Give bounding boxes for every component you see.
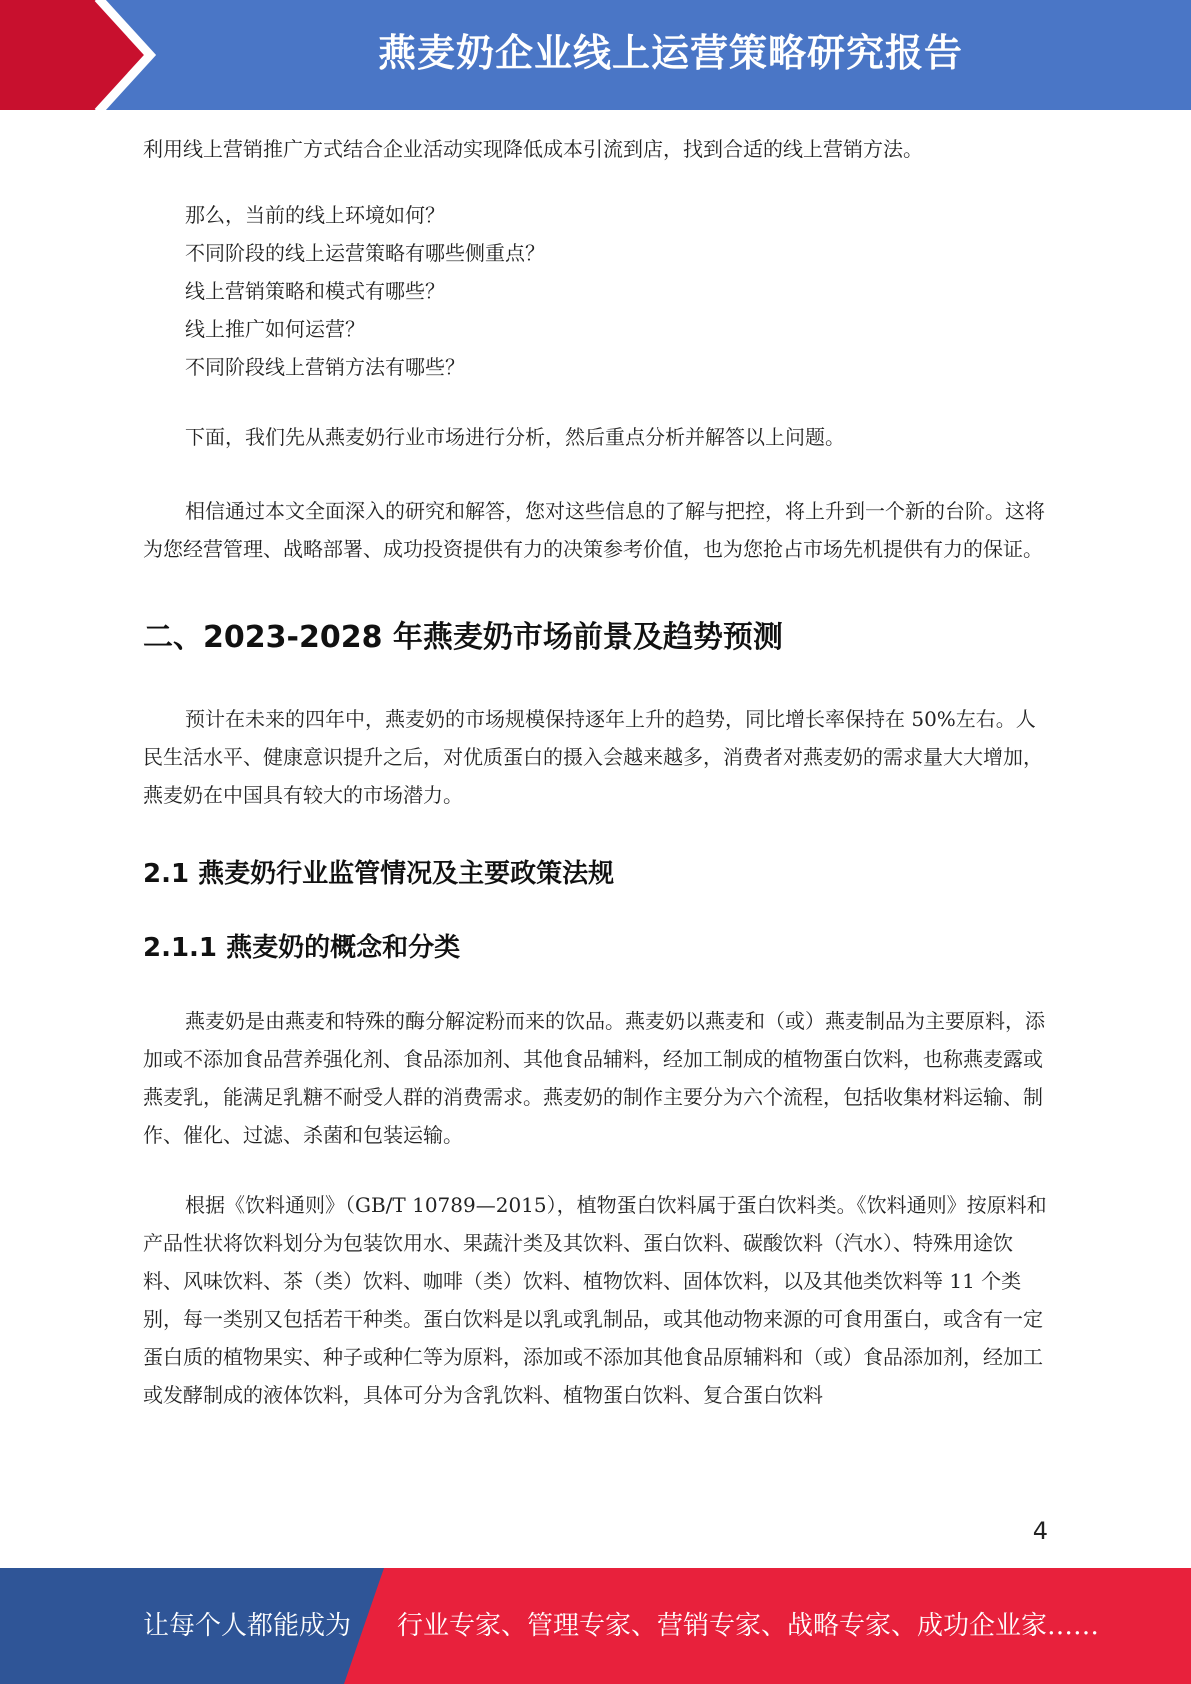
intro-belief: 相信通过本文全面深入的研究和解答，您对这些信息的了解与把控，将上升到一个新的台阶。这将为您经营管理、战略部署、成功投资提供有力的决策参考价值，也为您抢占市场先机提供有力的保证。 — [143, 499, 1045, 561]
subsubsection-heading: 2.1.1 燕麦奶的概念和分类 — [143, 933, 461, 963]
concept-paragraph: 燕麦奶是由燕麦和特殊的酶分解淀粉而来的饮品。燕麦奶以燕麦和（或）燕麦制品为主要原料，添加或不添加食品营养强化剂、食品添加剂、其他食品辅料，经加工制成的植物蛋白饮料，也称燕麦露或燕麦乳，能满足乳糖不耐受人群的消费需求。燕麦奶的制作主要分为六个流程，包括收集材料运输、制作、催化、过滤、杀菌和包装运输。 — [143, 1009, 1045, 1147]
page-header — [0, 0, 1191, 110]
question-item: 不同阶段线上营销方法有哪些？ — [185, 355, 465, 379]
question-list — [143, 196, 1048, 386]
page-footer — [0, 1568, 1191, 1684]
question-item: 不同阶段的线上运营策略有哪些侧重点？ — [185, 241, 545, 265]
intro-next: 下面，我们先从燕麦奶行业市场进行分析，然后重点分析并解答以上问题。 — [185, 425, 845, 449]
footer-slogan-right: 行业专家、管理专家、营销专家、战略专家、成功企业家…… — [397, 1611, 1100, 1641]
section-paragraph: 预计在未来的四年中，燕麦奶的市场规模保持逐年上升的趋势，同比增长率保持在 50%左右。人民生活水平、健康意识提升之后，对优质蛋白的摄入会越来越多，消费者对燕麦奶的需求量大大增加，燕麦奶在中国具有较大的市场潜力。 — [143, 707, 1043, 807]
subsection-heading: 2.1 燕麦奶行业监管情况及主要政策法规 — [143, 859, 615, 889]
report-title: 燕麦奶企业线上运营策略研究报告 — [377, 31, 963, 75]
page-body — [143, 130, 1048, 1414]
page-number: 4 — [1032, 1517, 1048, 1545]
intro-lead: 利用线上营销推广方式结合企业活动实现降低成本引流到店，找到合适的线上营销方法。 — [143, 137, 923, 161]
question-item: 线上推广如何运营？ — [185, 317, 365, 341]
footer-slogan-left: 让每个人都能成为 — [143, 1611, 352, 1641]
classification-paragraph: 根据《饮料通则》（GB/T 10789—2015），植物蛋白饮料属于蛋白饮料类。《饮料通则》按原料和产品性状将饮料划分为包装饮用水、果蔬汁类及其饮料、蛋白饮料、碳酸饮料（汽水）、特殊用途饮料、风味饮料、茶（类）饮料、咖啡（类）饮料、植物饮料、固体饮料，以及其他类饮料等 11 个类别，每一类别又包括若干种类。蛋白饮料是以乳或乳制品，或其他动物来源的可食用蛋白，或含有一定蛋白质的植物果实、种子或种仁等为原料，添加或不添加其他食品原辅料和（或）食品添加剂，经加工或发酵制成的液体饮料，具体可分为含乳饮料、植物蛋白饮料、复合蛋白饮料 — [143, 1193, 1047, 1407]
question-item: 线上营销策略和模式有哪些？ — [185, 279, 445, 303]
section-heading: 二、2023-2028 年燕麦奶市场前景及趋势预测 — [143, 620, 783, 655]
question-item: 那么，当前的线上环境如何？ — [185, 203, 445, 227]
